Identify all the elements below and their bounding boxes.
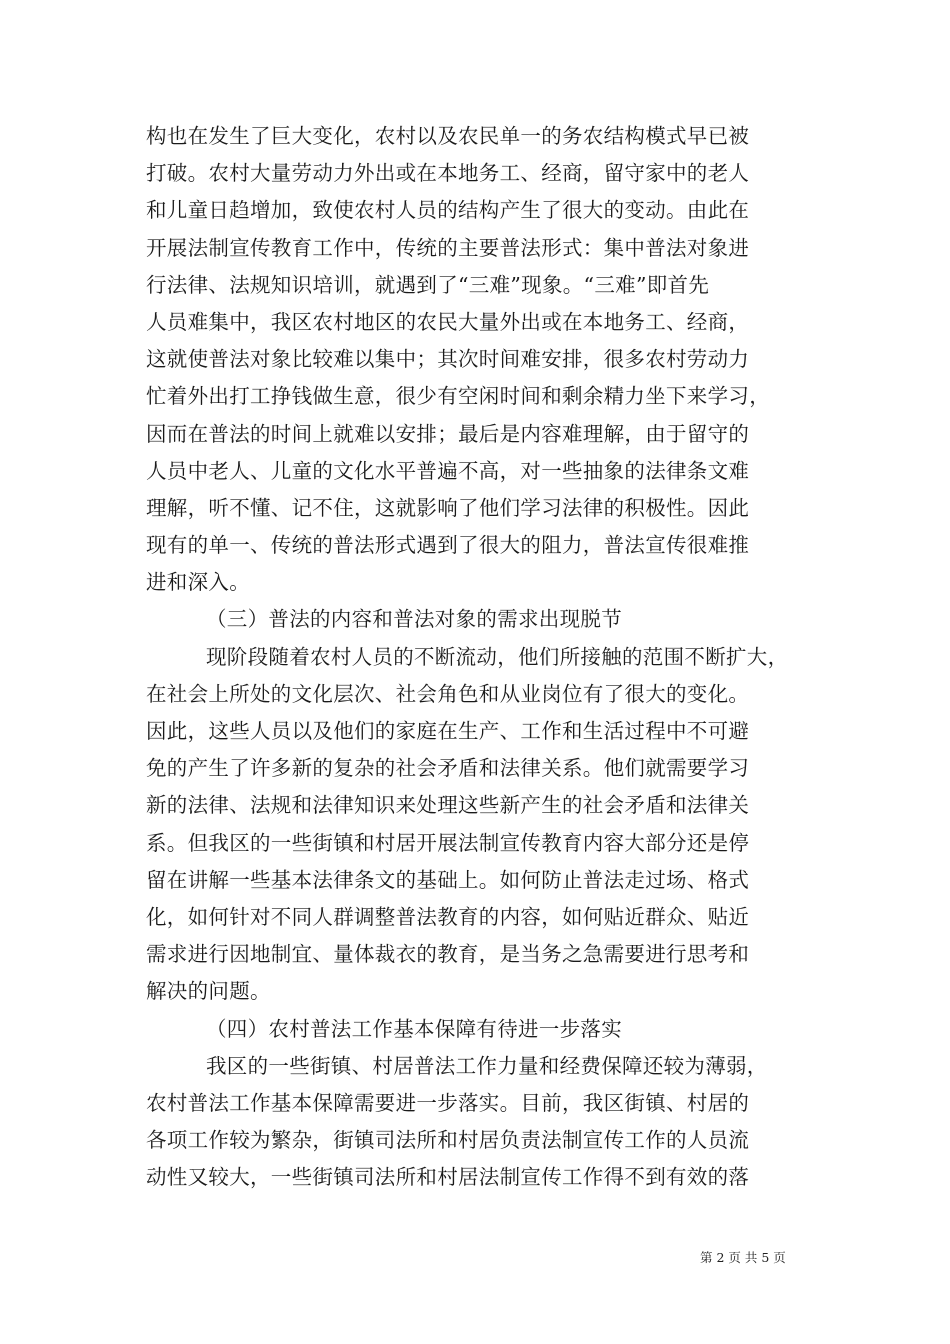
text-line: 和儿童日趋增加，致使农村人员的结构产生了很大的变动。由此在 (146, 198, 750, 223)
text-line: 打破。农村大量劳动力外出或在本地务工、经商，留守家中的老人 (146, 161, 750, 186)
text-line: 新的法律、法规和法律知识来处理这些新产生的社会矛盾和法律关 (146, 793, 750, 818)
text-line: 化，如何针对不同人群调整普法教育的内容，如何贴近群众、贴近 (146, 904, 750, 929)
text-line: 构也在发生了巨大变化，农村以及农民单一的务农结构模式早已被 (146, 124, 750, 148)
text-line: 忙着外出打工挣钱做生意，很少有空闲时间和剩余精力坐下来学习， (146, 384, 770, 409)
text-line: 在社会上所处的文化层次、社会角色和从业岗位有了很大的变化。 (146, 681, 750, 706)
text-line: 这就使普法对象比较难以集中；其次时间难安排，很多农村劳动力 (146, 347, 750, 372)
text-line: 因此，这些人员以及他们的家庭在生产、工作和生活过程中不可避 (146, 719, 750, 743)
text-line: 解决的问题。 (146, 979, 271, 1004)
text-line: 动性又较大，一些街镇司法所和村居法制宣传工作得不到有效的落 (146, 1165, 750, 1190)
text-line: 系。但我区的一些街镇和村居开展法制宣传教育内容大部分还是停 (146, 830, 750, 855)
section-heading: （四）农村普法工作基本保障有待进一步落实 (206, 1016, 622, 1041)
text-line: 人员中老人、儿童的文化水平普遍不高，对一些抽象的法律条文难 (146, 458, 750, 483)
section-heading: （三）普法的内容和普法对象的需求出现脱节 (206, 607, 622, 632)
text-line: 进和深入。 (146, 570, 250, 595)
text-line: 各项工作较为繁杂，街镇司法所和村居负责法制宣传工作的人员流 (146, 1128, 750, 1153)
text-line: 现阶段随着农村人员的不断流动，他们所接触的范围不断扩大， (206, 644, 789, 669)
text-line: 开展法制宣传教育工作中，传统的主要普法形式：集中普法对象进 (146, 235, 750, 260)
text-line: 因而在普法的时间上就难以安排；最后是内容难理解，由于留守的 (146, 421, 750, 446)
text-line: 理解，听不懂、记不住，这就影响了他们学习法律的积极性。因此 (146, 495, 750, 520)
text-line: 人员难集中，我区农村地区的农民大量外出或在本地务工、经商， (146, 309, 750, 334)
text-line: 现有的单一、传统的普法形式遇到了很大的阻力，普法宣传很难推 (146, 533, 750, 558)
text-line: 农村普法工作基本保障需要进一步落实。目前，我区街镇、村居的 (146, 1090, 750, 1115)
text-line: 免的产生了许多新的复杂的社会矛盾和法律关系。他们就需要学习 (146, 756, 750, 781)
text-line: 我区的一些街镇、村居普法工作力量和经费保障还较为薄弱， (206, 1053, 768, 1078)
text-line: 留在讲解一些基本法律条文的基础上。如何防止普法走过场、格式 (146, 867, 750, 892)
text-line: 行法律、法规知识培训，就遇到了“三难”现象。“三难”即首先 (146, 272, 710, 297)
text-line: 需求进行因地制宜、量体裁衣的教育，是当务之急需要进行思考和 (146, 942, 750, 967)
document-body (146, 118, 810, 1196)
page-number: 第 2 页 共 5 页 (700, 1250, 786, 1265)
